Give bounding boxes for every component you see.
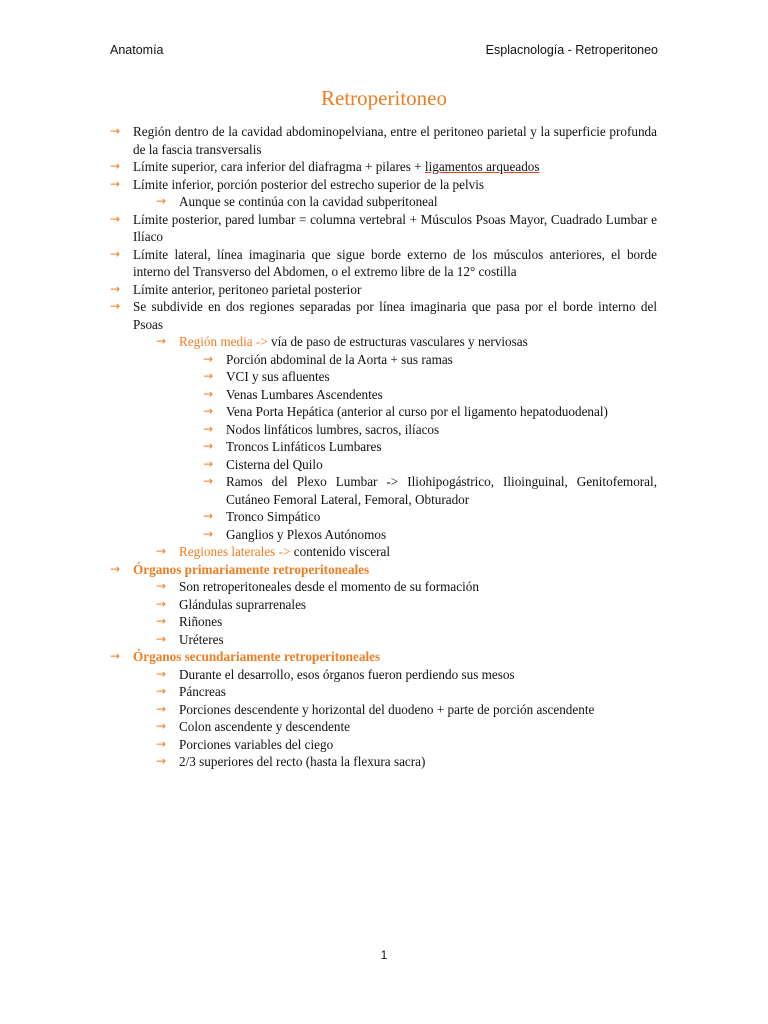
list-item-text: Límite inferior, porción posterior del estrecho superior de la pelvis [133,176,485,192]
arrow-bullet-icon: → [156,194,167,208]
arrow-bullet-icon: → [203,369,214,383]
arrow-bullet-icon: → [203,474,214,488]
list-item-text: Límite superior, cara inferior del diafragma + pilares + [133,159,425,174]
list-item-text: Región media -> [179,334,272,349]
list-item [156,736,657,754]
list-item [110,158,657,176]
list-item-text: Porciones variables del ciego [179,736,334,752]
arrow-bullet-icon: → [110,246,121,261]
list-item-text: Regiones laterales -> [179,544,294,559]
list-item [203,473,657,508]
list-item-text: Troncos Linfáticos Lumbares [226,439,382,454]
list-item [156,193,657,211]
arrow-bullet-icon: → [203,351,214,366]
arrow-bullet-icon: → [156,614,167,628]
arrow-bullet-icon: → [110,299,121,313]
arrow-bullet-icon: → [156,579,167,593]
list-item [110,281,657,299]
list-item-text: Ramos del Plexo Lumbar -> Iliohipogástrico, Ilioinguinal, Genitofemoral, Cutáneo Femoral Lateral, Femoral, Obturador [226,474,657,507]
list-item [156,543,657,561]
list-item-text: Páncreas [179,684,226,699]
list-item [156,596,657,614]
list-item [156,683,657,701]
list-item [203,421,657,439]
arrow-bullet-icon: → [156,631,167,646]
list-item [203,456,657,474]
list-item [110,298,657,333]
list-item [203,351,657,369]
bullet-list [110,123,657,771]
list-item-text: Órganos secundariamente retroperitoneales [133,649,381,664]
list-item-text: Órganos primariamente retroperitoneales [133,561,370,577]
list-item-text: ligamentos arqueados [424,159,540,174]
list-item [110,246,657,281]
list-item-text: Glándulas suprarrenales [179,596,307,612]
list-item-text: Región dentro de la cavidad abdominopelviana, entre el peritoneo parietal y la superficie profunda de la fascia transversalis [133,124,657,157]
arrow-bullet-icon: → [156,334,167,348]
list-item [110,211,657,246]
list-item [110,123,657,158]
list-item [156,666,657,684]
list-item-text: 2/3 superiores del recto (hasta la flexura sacra) [179,754,426,769]
arrow-bullet-icon: → [156,736,167,751]
header-left: Anatomía [110,43,164,57]
list-item [110,176,657,194]
arrow-bullet-icon: → [110,561,121,576]
arrow-bullet-icon: → [203,456,214,471]
arrow-bullet-icon: → [110,649,121,663]
arrow-bullet-icon: → [110,159,121,173]
list-item-text: Aunque se continúa con la cavidad subperitoneal [179,194,438,209]
list-item [156,701,657,719]
page-number: 1 [380,948,388,962]
header-right: Esplacnología - Retroperitoneo [485,43,658,57]
list-item [110,561,657,579]
list-item-text: Son retroperitoneales desde el momento de su formación [179,579,479,594]
arrow-bullet-icon: → [156,684,167,698]
arrow-bullet-icon: → [203,526,214,541]
list-item [203,438,657,456]
list-item [156,333,657,351]
list-item-text: Riñones [179,614,223,629]
list-item-text: Porción abdominal de la Aorta + sus ramas [226,351,453,367]
list-item-text: Colon ascendente y descendente [179,719,351,734]
list-item-text: VCI y sus afluentes [226,369,330,384]
list-item-text: Vena Porta Hepática (anterior al curso por el ligamento hepatoduodenal) [226,404,608,419]
list-item [203,526,657,544]
arrow-bullet-icon: → [203,404,214,418]
list-item-text: Límite lateral, línea imaginaria que sigue borde externo de los músculos anteriores, el borde interno del Transverso del Abdomen, o el extremo libre de la 12° costilla [133,246,657,279]
list-item-text: Tronco Simpático [226,509,321,524]
arrow-bullet-icon: → [110,124,121,138]
arrow-bullet-icon: → [203,509,214,523]
arrow-bullet-icon: → [203,386,214,401]
arrow-bullet-icon: → [156,701,167,716]
list-item [203,508,657,526]
arrow-bullet-icon: → [110,176,121,191]
list-item [110,648,657,666]
arrow-bullet-icon: → [156,754,167,768]
list-item-text: Durante el desarrollo, esos órganos fueron perdiendo sus mesos [179,666,515,682]
list-item [156,578,657,596]
list-item-text: Nodos linfáticos lumbres, sacros, ilíacos [226,421,440,437]
arrow-bullet-icon: → [203,439,214,453]
list-item-text: Límite anterior, peritoneo parietal posterior [133,281,362,297]
list-item-text: Límite posterior, pared lumbar = columna vertebral + Músculos Psoas Mayor, Cuadrado Lumbar e Ilíaco [133,211,657,244]
list-item-text: Se subdivide en dos regiones separadas por línea imaginaria que pasa por el borde interno del Psoas [133,299,657,332]
arrow-bullet-icon: → [110,211,121,226]
arrow-bullet-icon: → [203,421,214,436]
list-item-text: Ganglios y Plexos Autónomos [226,526,387,542]
document-title: Retroperitoneo [321,86,447,110]
list-item-text: Porciones descendente y horizontal del duodeno + parte de porción ascendente [179,701,595,717]
list-item-text: Venas Lumbares Ascendentes [226,386,383,402]
arrow-bullet-icon: → [156,719,167,733]
arrow-bullet-icon: → [156,666,167,681]
list-item [203,368,657,386]
list-item-text: contenido visceral [293,544,391,559]
list-item [156,613,657,631]
list-item-text: vía de paso de estructuras vasculares y nerviosas [271,334,528,349]
arrow-bullet-icon: → [156,544,167,558]
list-item [156,718,657,736]
list-item-text: Cisterna del Quilo [226,456,323,472]
list-item [156,753,657,771]
page-header [110,43,658,57]
list-item [203,386,657,404]
arrow-bullet-icon: → [156,596,167,611]
list-item-text: Uréteres [179,631,224,647]
list-item [203,403,657,421]
arrow-bullet-icon: → [110,281,121,296]
list-item [156,631,657,649]
